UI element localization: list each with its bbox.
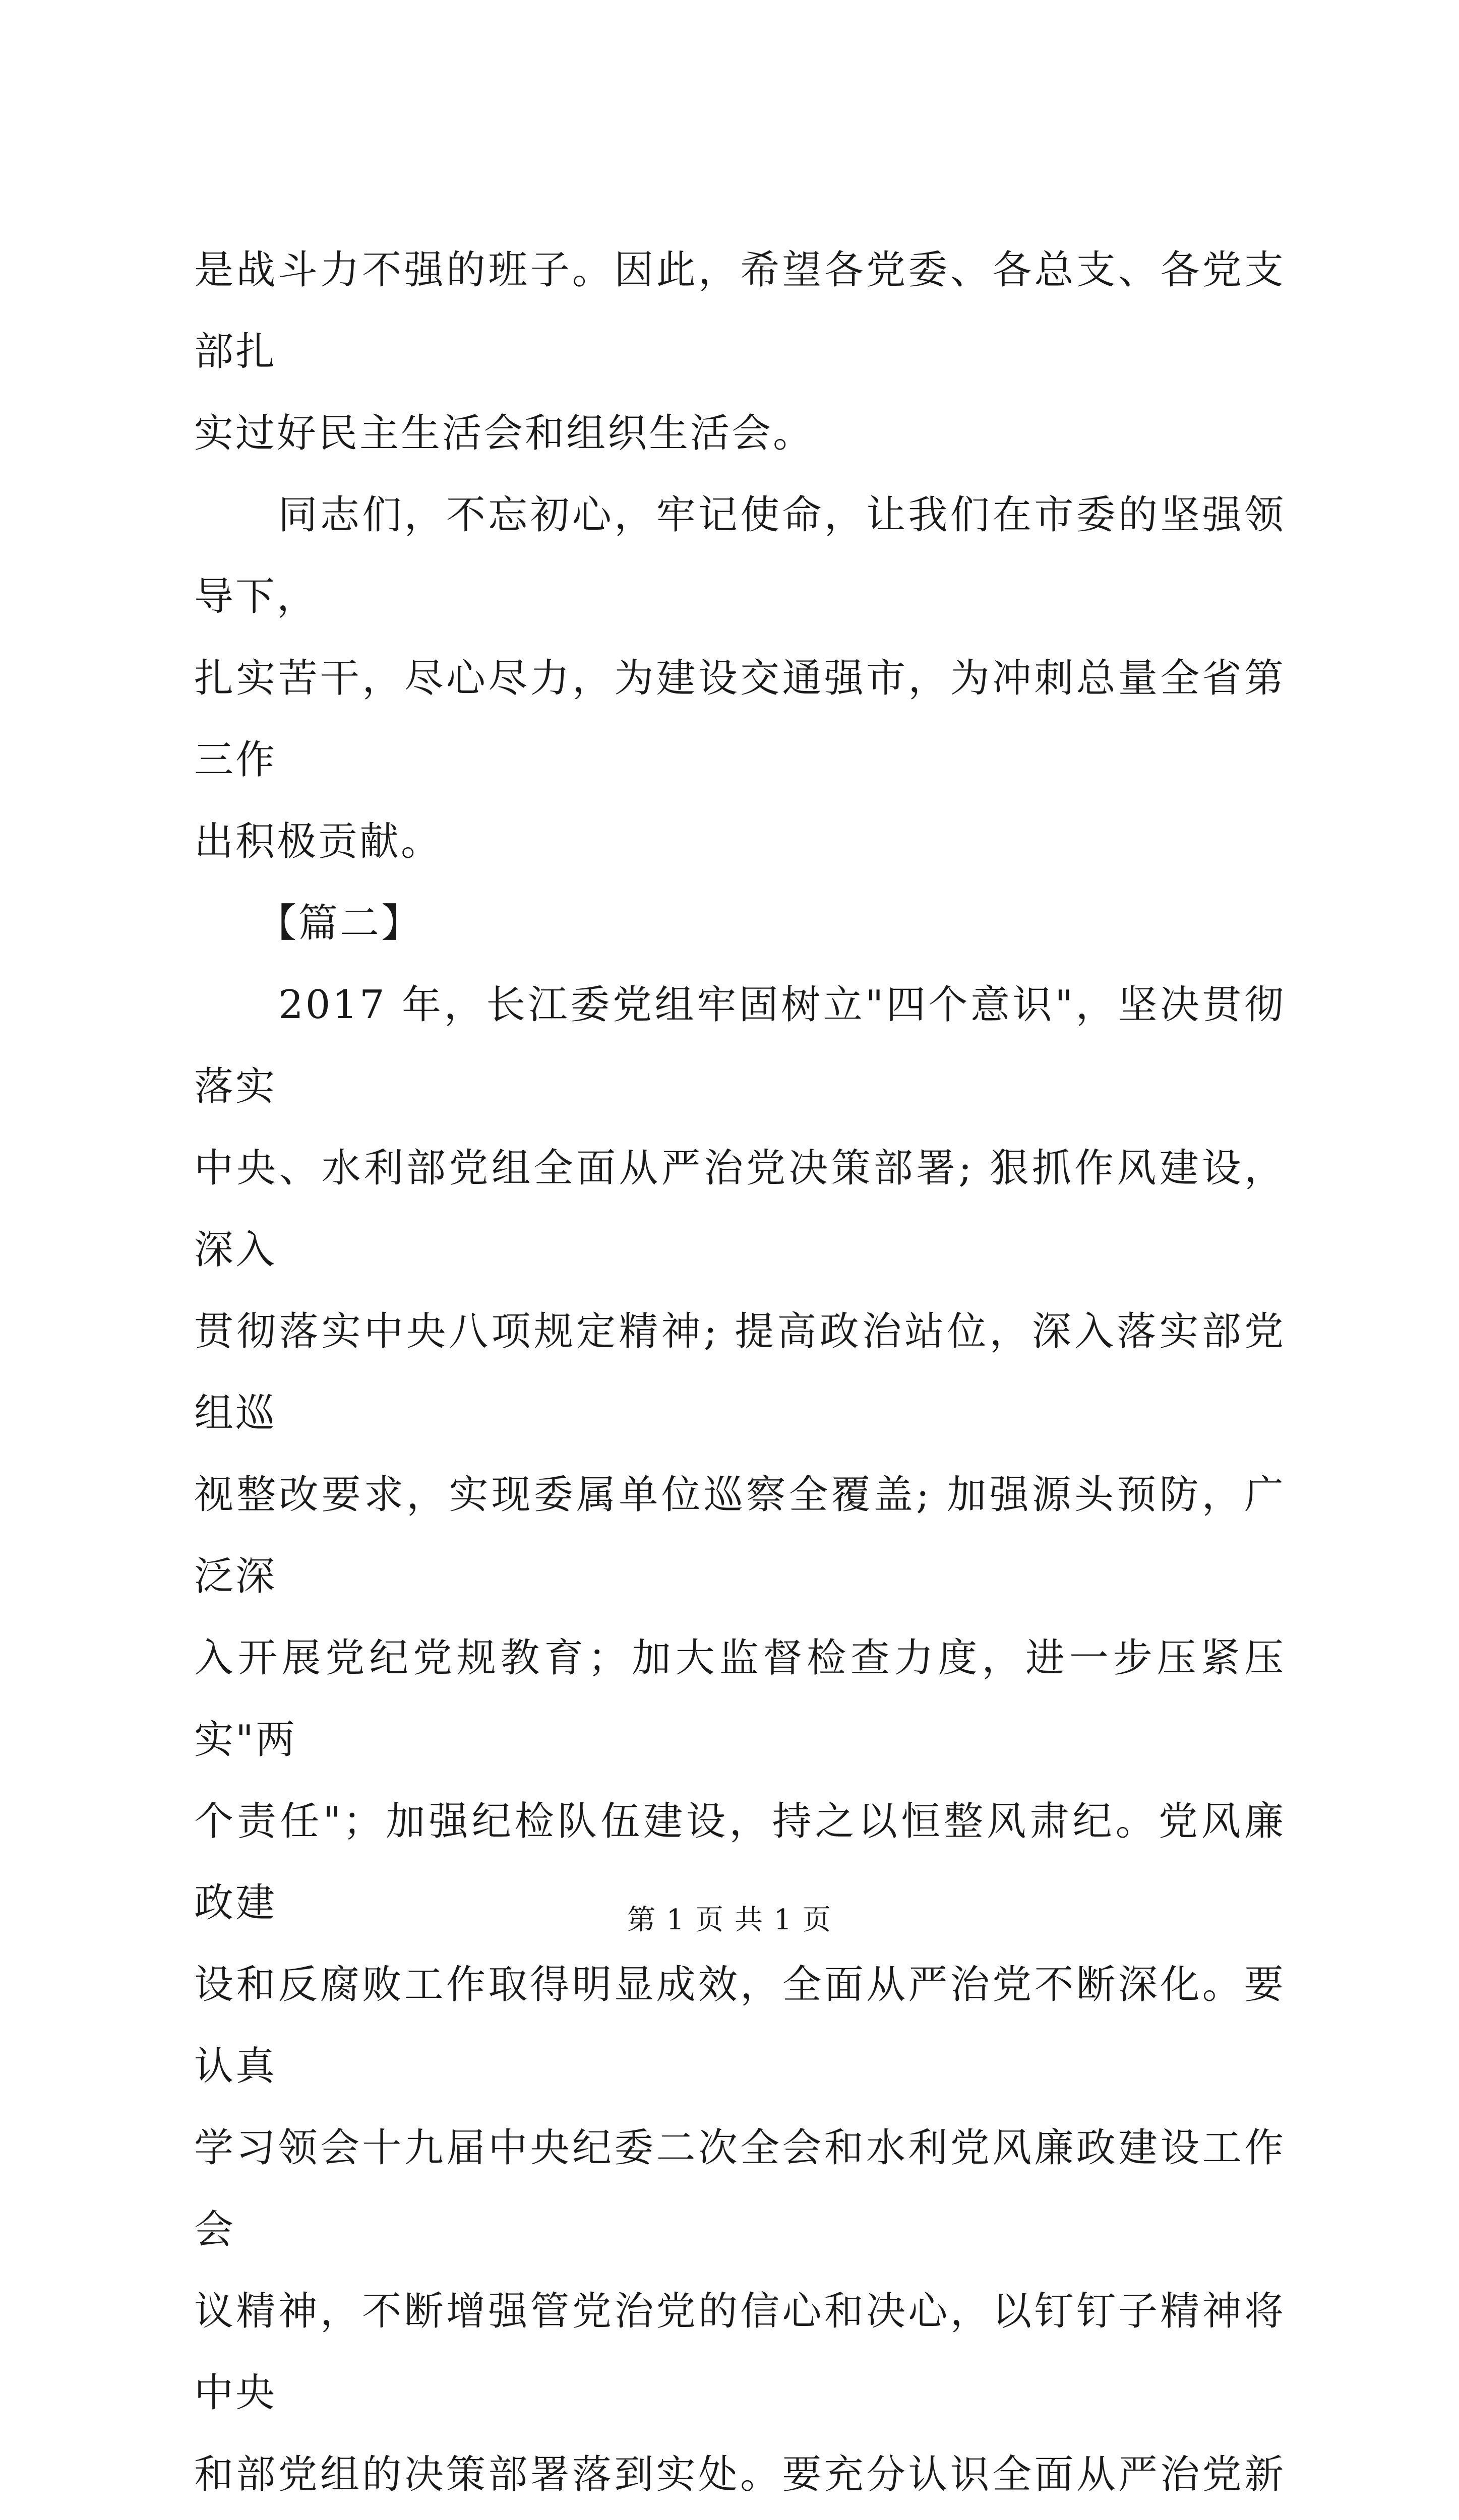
paragraph-1: 是战斗力不强的班子。因此，希望各党委、各总支、各党支部扎 实过好民主生活会和组织生活会。 — [194, 247, 1286, 456]
paragraph-2: 同志们，不忘初心，牢记使命，让我们在市委的坚强领导下， 扎实苦干，尽心尽力，为建设交通强市，为冲刺总量全省第三作 出积极贡献。 — [194, 492, 1286, 864]
page-footer: 第 1 页 共 1 页 — [627, 1904, 832, 1936]
paragraph-3: 2017 年，长江委党组牢固树立"四个意识"，坚决贯彻落实 中央、水利部党组全面从严治党决策部署; 狠抓作风建设，深入 贯彻落实中央八项规定精神; 提高政治站位，深入落实部党组巡 视整改要求，实现委属单位巡察全覆盖; 加强源头预防，广泛深 入开展党纪党规教育；加大监督检查力度，进一步压紧压实"两 个责任"；加强纪检队伍建设，持之以恒整风肃纪。党风廉政建 设和反腐败工作取得明显成效，全面从严治党不断深化。要认真 学习领会十九届中央纪委二次全会和水利党风廉政建设工作会 议精神，不断增强管党治党的信心和决心，以钉钉子精神将中央 和部党组的决策部署落到实处。要充分认识全面从严治党新 — [194, 982, 1286, 2497]
document-body — [194, 229, 1286, 2520]
section-heading: 【篇二】 — [194, 901, 423, 946]
